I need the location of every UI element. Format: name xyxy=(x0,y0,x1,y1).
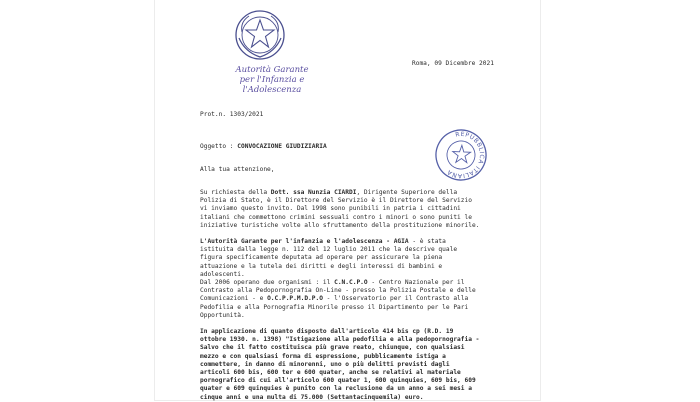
paragraph-4-line: Salvo che il fatto costituisca più grave reato, chiunque, con qualsiasi xyxy=(200,344,465,352)
subject-line xyxy=(200,143,327,151)
stamp-text: REPUBBLICA ITALIANA xyxy=(445,130,486,180)
text-run: Dal 2006 operano due organismi : il xyxy=(200,279,335,286)
official-name: Dott. ssa Nunzia CIARDI xyxy=(270,189,357,196)
authority-signature-title xyxy=(212,65,332,95)
paragraph-4-line: quater e 609 quinquies è punito con la reclusione da un anno a sei mesi a xyxy=(200,385,472,393)
paragraph-3-line xyxy=(200,279,476,287)
signature-line-2: per l'Infanzia e l'Adolescenza xyxy=(239,75,305,95)
paragraph-4-line: articoli 600 bis, 600 ter e 600 quater, anche se relativi al materiale xyxy=(200,369,461,377)
subject-value: CONVOCAZIONE GIUDIZIARIA xyxy=(237,143,327,150)
text-run: Su richiesta della xyxy=(200,189,271,196)
paragraph-1-line: vi inviamo questo invito. Dal 1998 sono punibili in patria i cittadini xyxy=(200,205,461,213)
paragraph-1-line: italiani che commettono crimini sessuali contro i minori o sono puniti le xyxy=(200,213,472,221)
paragraph-2-line xyxy=(200,238,457,246)
text-run: Comunicazioni - e xyxy=(200,295,268,303)
subject-label: Oggetto : xyxy=(200,143,234,150)
paragraph-1-line: Polizia di Stato, è il Direttore del Servizio è il Direttore del Servizio xyxy=(200,197,472,205)
signature-line-1: Autorità Garante xyxy=(235,65,309,75)
italian-republic-emblem-icon xyxy=(233,8,287,62)
paragraph-4-line: commettere, in danno di minorenni, uno o più delitti previsti dagli xyxy=(200,360,450,368)
paragraph-3-line: Pedofilia e alla Pornografia Minorile presso il Dipartimento per le Pari xyxy=(200,303,469,311)
paragraph-2-line: adolescenti. xyxy=(200,270,245,278)
paragraph-3 xyxy=(200,279,476,320)
cncpo-acronym: C.N.C.P.O xyxy=(334,279,368,286)
paragraph-4-line: In applicazione di quanto disposto dall'articolo 414 bis cp (R.D. 19 xyxy=(200,328,454,335)
svg-text:REPUBBLICA ITALIANA xyxy=(435,125,491,183)
paragraph-3-line xyxy=(200,295,476,303)
paragraph-2 xyxy=(200,238,457,279)
paragraph-2-line: attuazione e la tutela dei diritti e degli interessi di bambini e xyxy=(200,262,443,270)
paragraph-3-line: Contrasto alla Pedopornografia On-Line - presso la Polizia Postale e delle xyxy=(200,287,476,295)
paragraph-2-line: istituita dalla legge n. 112 del 12 luglio 2011 che la descrive quale xyxy=(200,246,458,254)
paragraph-4-line: cinque anni e una multa di 75.000 (Settantacinquemila) euro. xyxy=(200,393,424,401)
text-run: - è stata xyxy=(408,238,446,245)
text-run: - l'Osservatorio per il Contrasto alla xyxy=(322,295,469,303)
paragraph-4-line: ottobre 1930. n. 1398) "Istigazione alla pedofilia e alla pedopornografia - xyxy=(200,336,480,344)
paragraph-4-line: mezzo e con qualsiasi forma di espressione, pubblicamente istiga a xyxy=(200,352,446,360)
paragraph-2-line: figura specificamente deputata ad operare per assicurare la piena xyxy=(200,254,443,262)
paragraph-1-line: iniziative turistiche volte allo sfruttamento della prostituzione minorile. xyxy=(200,221,480,229)
ocppmdpo-acronym: O.C.P.P.M.D.P.O xyxy=(267,295,323,303)
text-run: - Centro Nazionale per il xyxy=(367,279,465,286)
paragraph-4 xyxy=(200,328,479,402)
agia-name: L'Autorità Garante per l'infanzia e l'adolescenza - AGIA xyxy=(200,238,409,245)
paragraph-4-line: pornografico di cui all'articolo 600 quater 1, 600 quinquies, 609 bis, 609 xyxy=(200,377,476,385)
paragraph-1-line xyxy=(200,189,479,197)
text-run: , Dirigente Superiore della xyxy=(356,189,458,196)
protocol-number: Prot.n. 1303/2021 xyxy=(200,111,264,118)
paragraph-3-line: Opportunità. xyxy=(200,311,245,319)
salutation: Alla tua attenzione, xyxy=(200,166,275,173)
paragraph-1 xyxy=(200,189,479,230)
date-line: Roma, 09 Dicembre 2021 xyxy=(412,60,494,67)
